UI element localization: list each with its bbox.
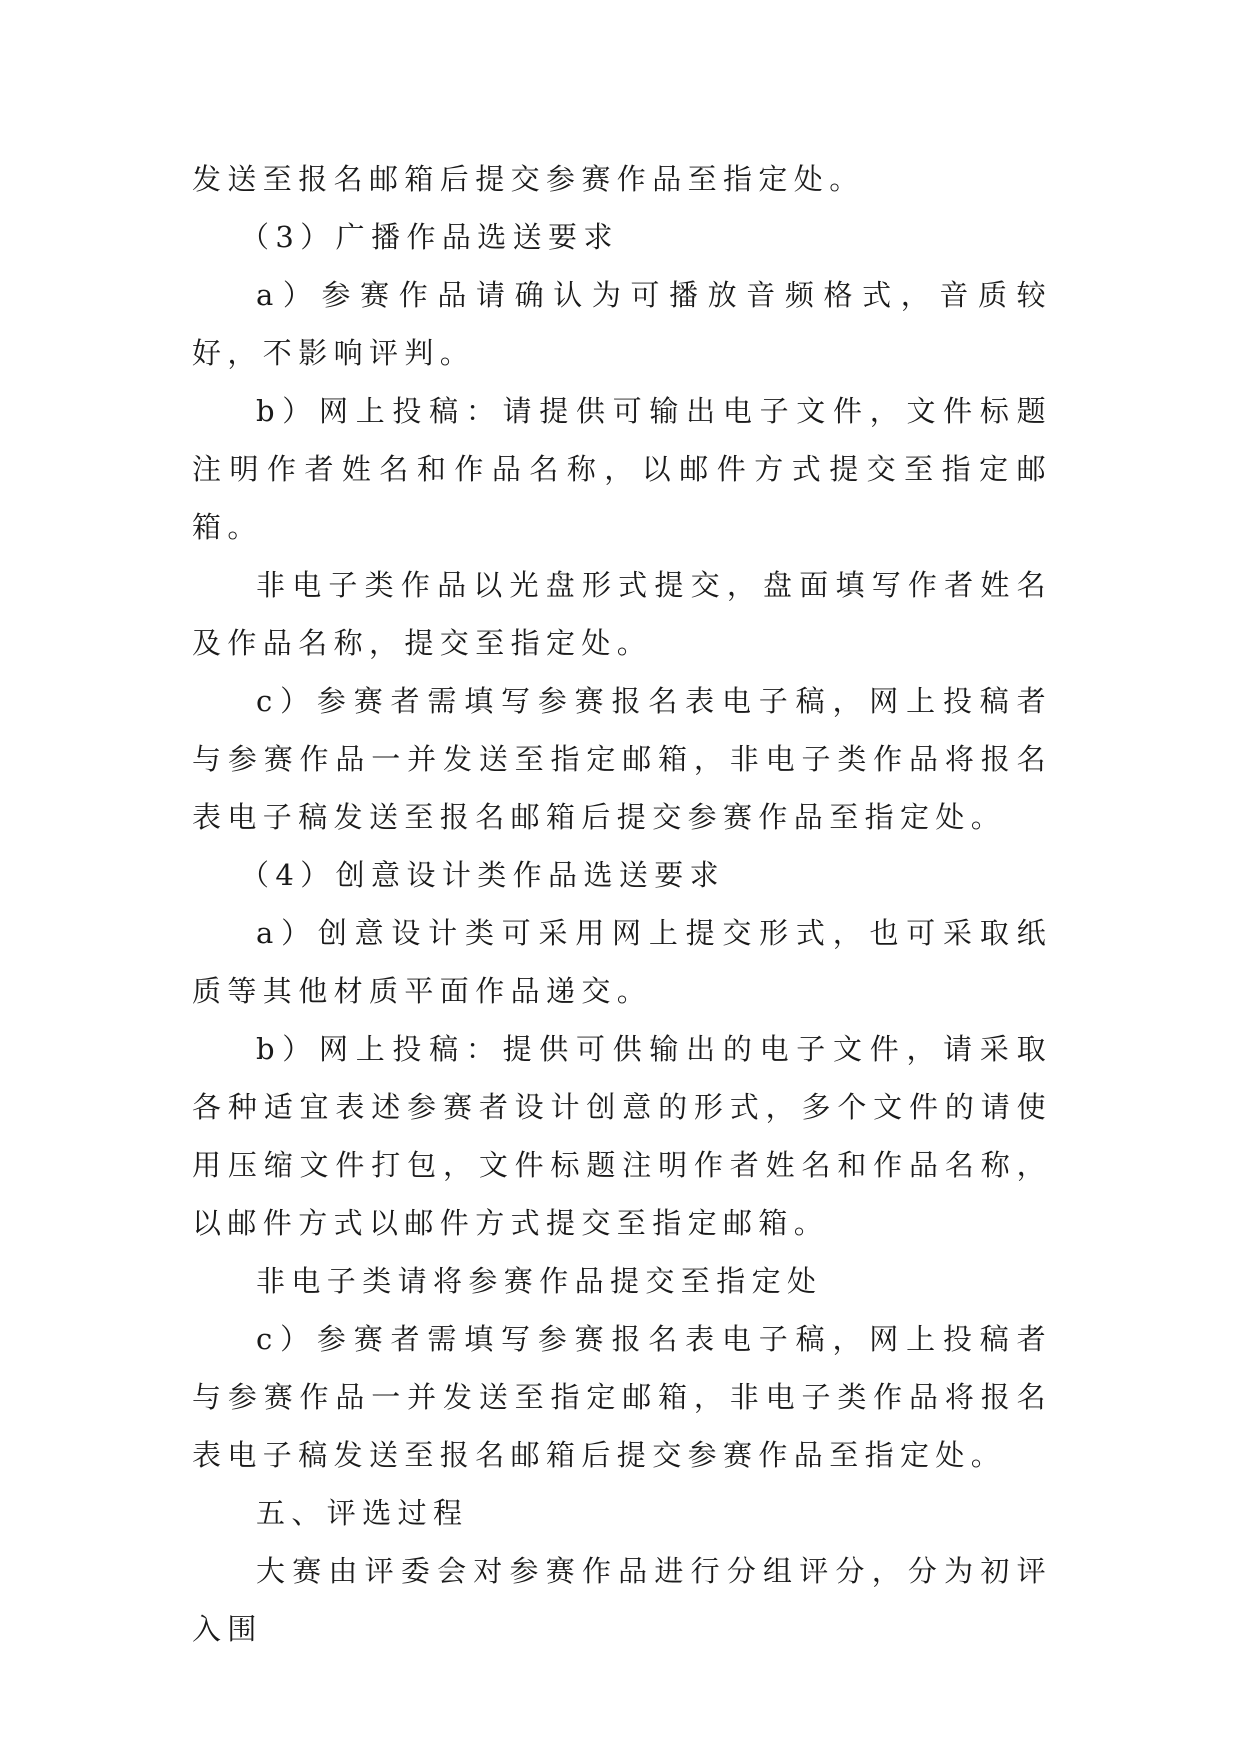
paragraph-broadcast-b: b）网上投稿：请提供可输出电子文件，文件标题注明作者姓名和作品名称，以邮件方式提交至指定邮箱。 bbox=[192, 394, 1052, 544]
paragraph-broadcast-c: c）参赛者需填写参赛报名表电子稿，网上投稿者与参赛作品一并发送至指定邮箱，非电子类作品将报名表电子稿发送至报名邮箱后提交参赛作品至指定处。 bbox=[192, 684, 1052, 834]
paragraph-broadcast-a: a）参赛作品请确认为可播放音频格式，音质较好，不影响评判。 bbox=[192, 278, 1052, 370]
paragraph-design-non-electronic: 非电子类请将参赛作品提交至指定处 bbox=[256, 1264, 823, 1298]
section-heading-broadcast: （3）广播作品选送要求 bbox=[240, 220, 619, 254]
paragraph-design-c: c）参赛者需填写参赛报名表电子稿，网上投稿者与参赛作品一并发送至指定邮箱，非电子类作品将报名表电子稿发送至报名邮箱后提交参赛作品至指定处。 bbox=[192, 1322, 1052, 1472]
paragraph-design-a: a）创意设计类可采用网上提交形式，也可采取纸质等其他材质平面作品递交。 bbox=[192, 916, 1052, 1008]
section-heading-creative-design: （4）创意设计类作品选送要求 bbox=[240, 858, 726, 892]
paragraph-evaluation: 大赛由评委会对参赛作品进行分组评分，分为初评入围 bbox=[192, 1554, 1052, 1646]
section-heading-evaluation: 五、评选过程 bbox=[256, 1496, 469, 1530]
document-page bbox=[192, 150, 1052, 1658]
paragraph-design-b: b）网上投稿：提供可供输出的电子文件，请采取各种适宜表述参赛者设计创意的形式，多个文件的请使用压缩文件打包，文件标题注明作者姓名和作品名称，以邮件方式以邮件方式提交至指定邮箱。 bbox=[192, 1032, 1052, 1240]
paragraph-broadcast-non-electronic: 非电子类作品以光盘形式提交，盘面填写作者姓名及作品名称，提交至指定处。 bbox=[192, 568, 1052, 660]
paragraph-continuation: 发送至报名邮箱后提交参赛作品至指定处。 bbox=[192, 162, 865, 196]
